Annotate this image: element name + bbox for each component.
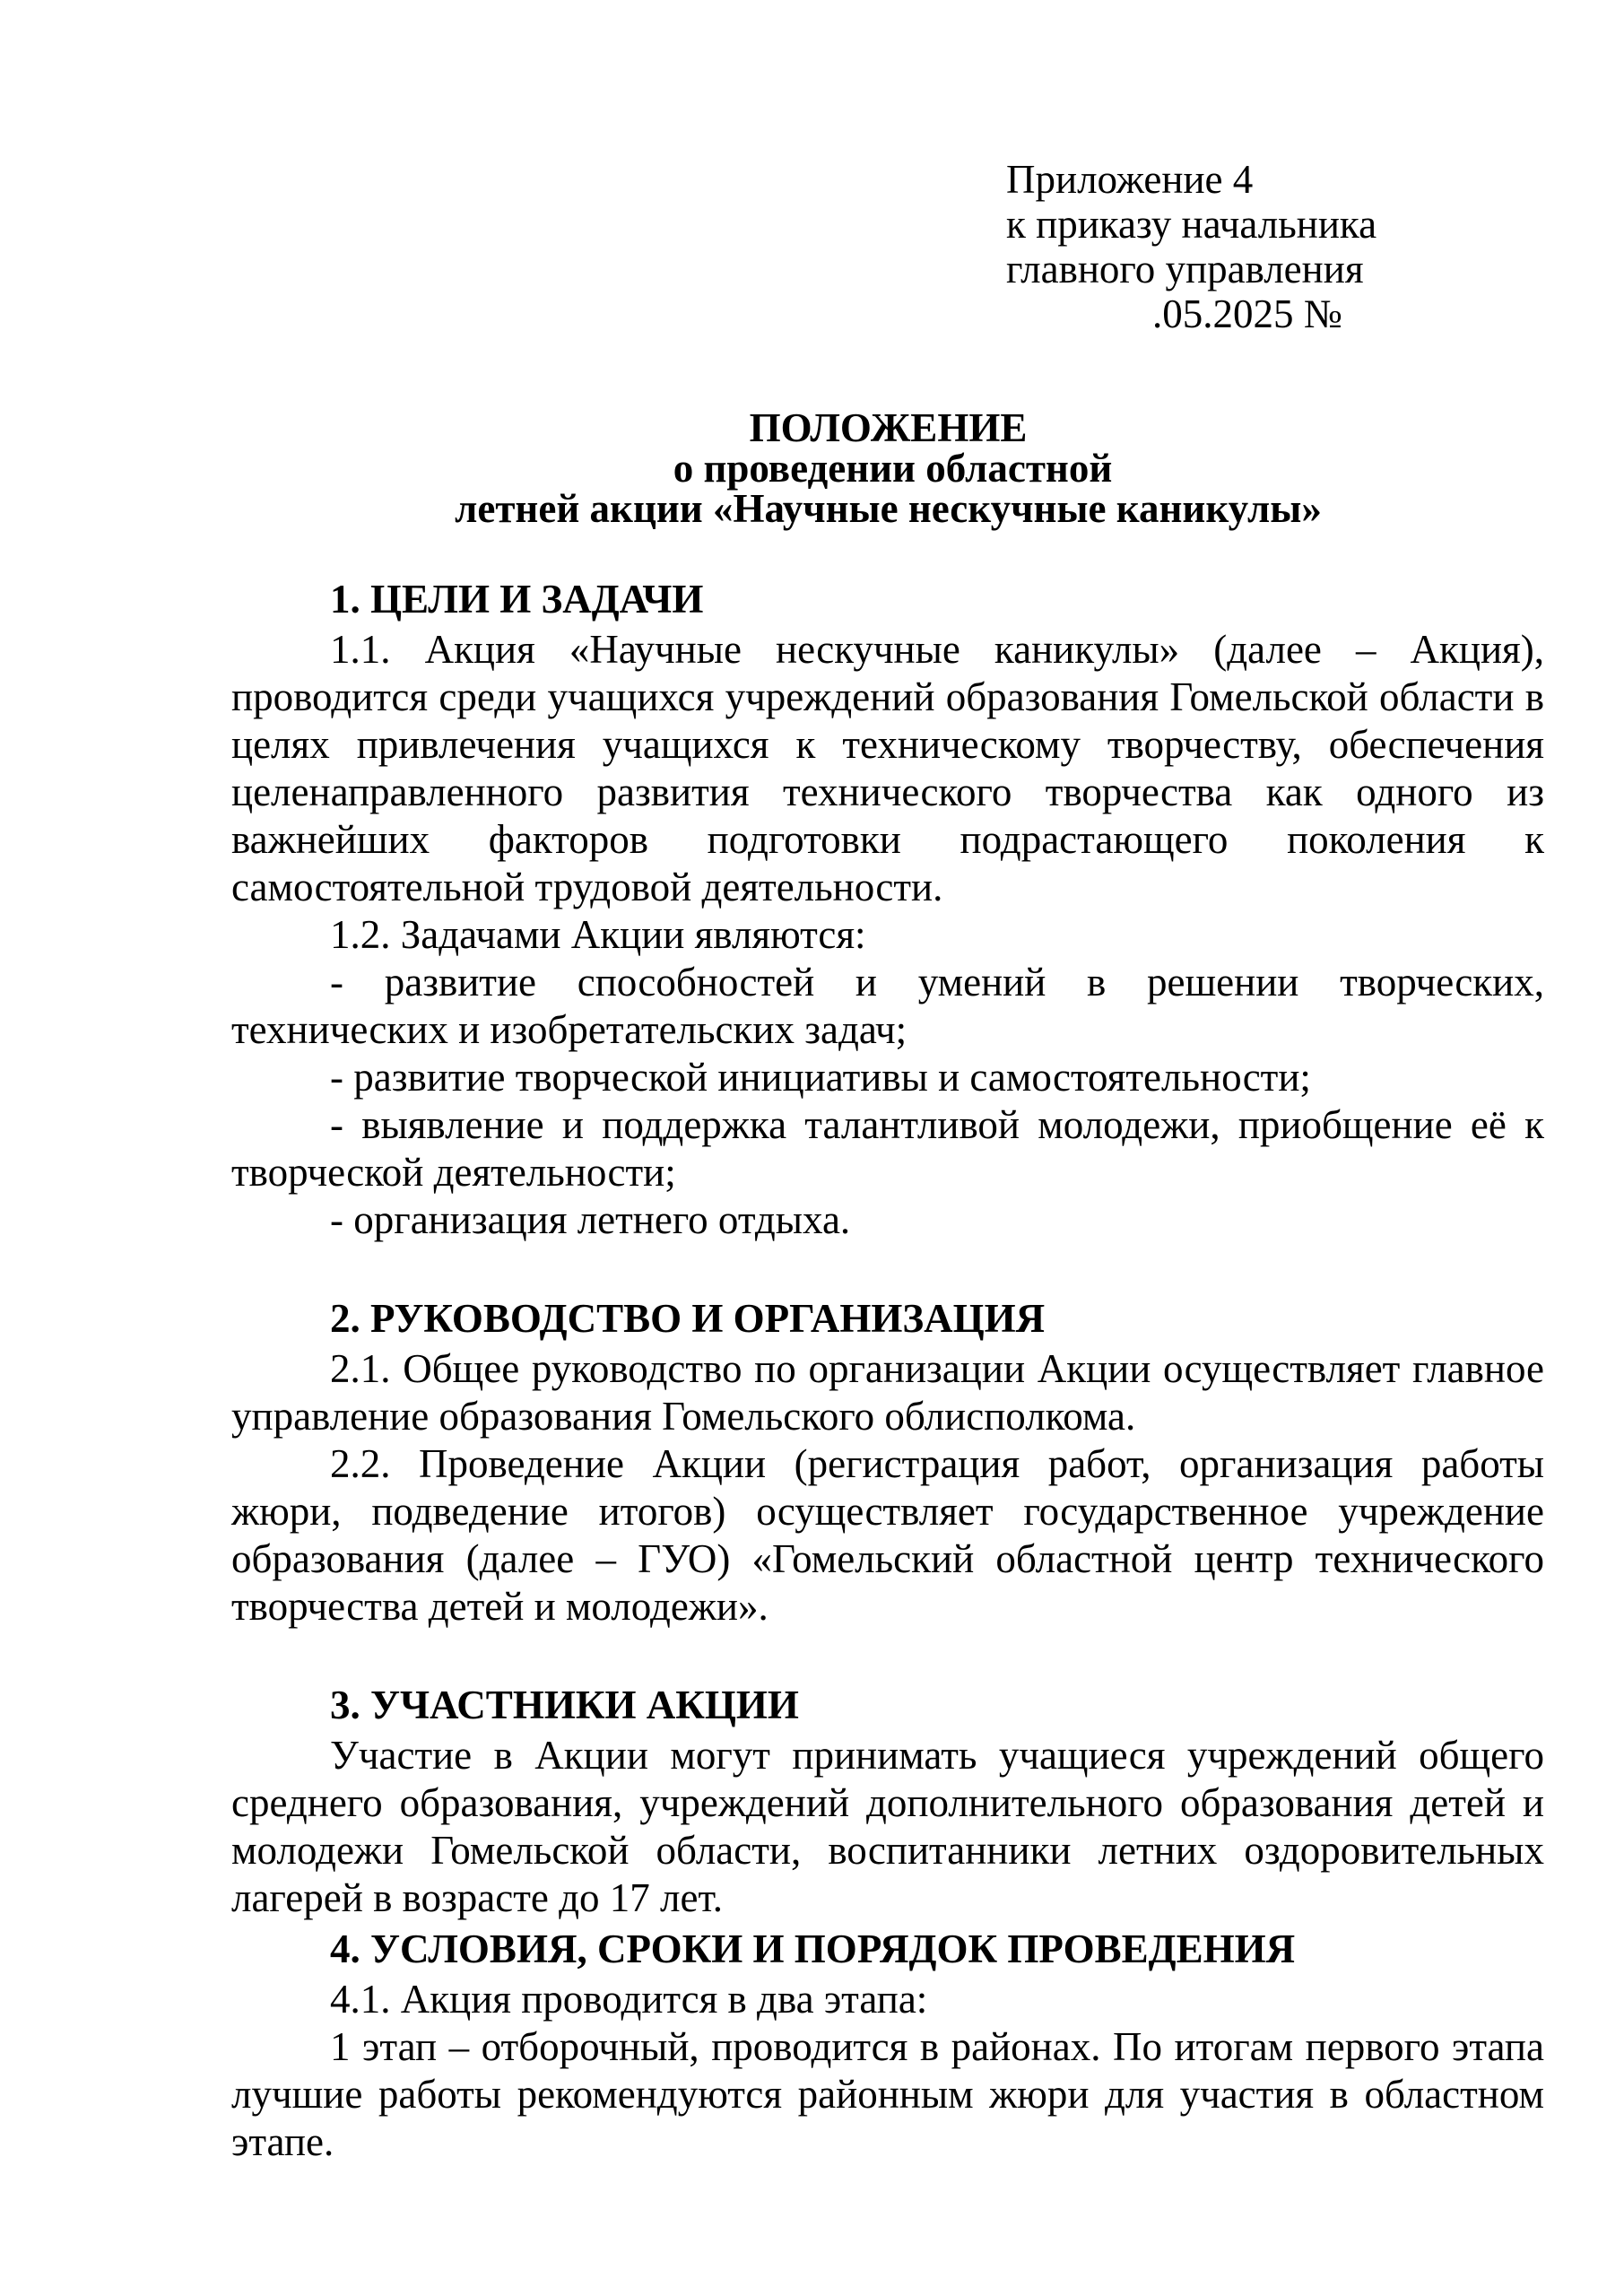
section-heading: 3. УЧАСТНИКИ АКЦИИ — [330, 1683, 799, 1727]
paragraph: 1.1. Акция «Научные нескучные каникулы» (далее – Акция), проводится среди учащихся учреждений образования Гомельской области в целях привлечения учащихся к техническому творчеству, обеспечения целенаправленного развития технического творчества как одного из важнейших факторов подготовки подрастающего поколения к самостоятельной трудовой деятельности. — [231, 627, 1544, 909]
section-heading: 2. РУКОВОДСТВО И ОРГАНИЗАЦИЯ — [330, 1296, 1046, 1341]
section-heading: 1. ЦЕЛИ И ЗАДАЧИ — [330, 577, 704, 622]
list-item: - выявление и поддержка талантливой молодежи, приобщение её к творческой деятельности; — [231, 1102, 1544, 1195]
spacer — [231, 1244, 1544, 1292]
title-line-1: ПОЛОЖЕНИЕ — [749, 405, 1028, 450]
paragraph: 4.1. Акция проводится в два этапа: — [330, 1977, 928, 2022]
annex-order-ref: к приказу начальника — [1006, 202, 1377, 247]
paragraph: 1.2. Задачами Акции являются: — [330, 912, 866, 957]
annex-reference — [1006, 157, 1376, 336]
paragraph: 2.2. Проведение Акции (регистрация работ, организация работы жюри, подведение итогов) осуществляет государственное учреждение образования (далее – ГУО) «Гомельский областной центр технического творчества детей и молодежи». — [231, 1441, 1544, 1629]
paragraph: 1 этап – отборочный, проводится в районах. По итогам первого этапа лучшие работы рекомендуются районным жюри для участия в областном этапе. — [231, 2024, 1544, 2164]
annex-department: главного управления — [1006, 247, 1364, 291]
document-title — [0, 405, 1624, 531]
paragraph: 2.1. Общее руководство по организации Акции осуществляет главное управление образования Гомельского облисполкома. — [231, 1346, 1544, 1439]
document-body — [231, 572, 1544, 2166]
list-item: - развитие способностей и умений в решении творческих, технических и изобретательских задач; — [231, 960, 1544, 1052]
title-line-3: летней акции «Научные нескучные каникулы» — [455, 486, 1322, 531]
paragraph: Участие в Акции могут принимать учащиеся учреждений общего среднего образования, учреждений дополнительного образования детей и молодежи Гомельской области, воспитанники летних оздоровительных лагерей в возрасте до 17 лет. — [231, 1733, 1544, 1920]
annex-number: Приложение 4 — [1006, 157, 1254, 202]
list-item: - развитие творческой инициативы и самостоятельности; — [330, 1055, 1311, 1100]
title-line-2: о проведении областной — [673, 446, 1113, 491]
section-heading: 4. УСЛОВИЯ, СРОКИ И ПОРЯДОК ПРОВЕДЕНИЯ — [330, 1926, 1296, 1971]
annex-date: .05.2025 № — [1152, 291, 1342, 336]
spacer — [231, 1631, 1544, 1678]
list-item: - организация летнего отдыха. — [330, 1197, 851, 1242]
